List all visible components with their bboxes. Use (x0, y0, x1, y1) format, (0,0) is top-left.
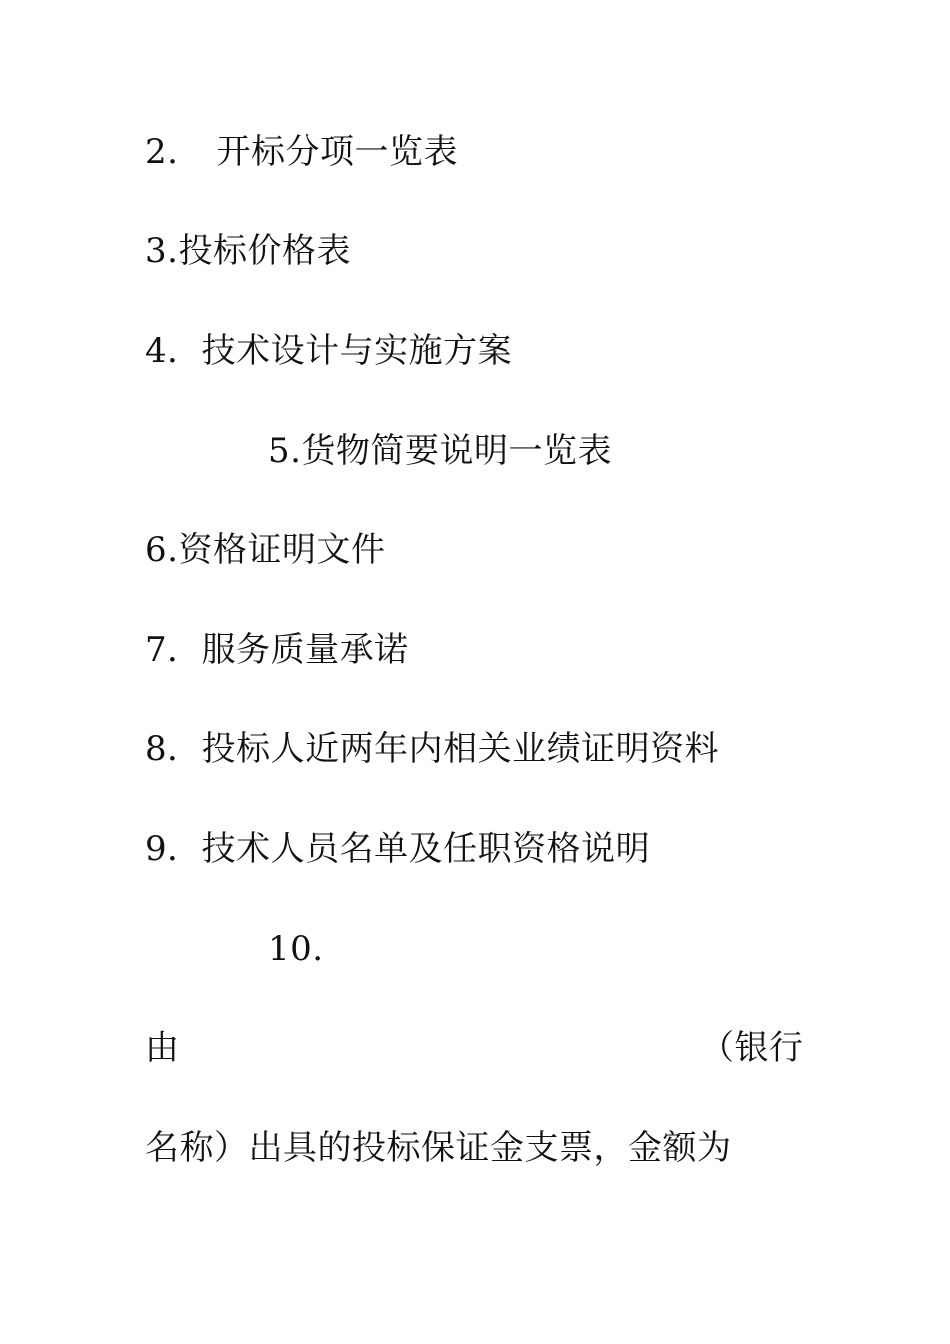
item-text: 技术人员名单及任职资格说明 (201, 829, 651, 869)
item-number: 5. (268, 431, 302, 471)
item-number: 9． (145, 829, 202, 869)
item-number: 4． (145, 331, 202, 371)
list-item (145, 530, 385, 570)
item-number: 3. (145, 231, 179, 271)
item-number: 2. (145, 132, 179, 172)
list-item (145, 630, 409, 670)
list-item (268, 431, 612, 471)
item-text: 投标人近两年内相关业绩证明资料 (201, 729, 720, 769)
list-item (145, 331, 512, 371)
list-item (145, 729, 719, 769)
item-text: 服务质量承诺 (201, 630, 409, 670)
paragraph-lead: 由 (145, 1028, 180, 1068)
paragraph-line: 名称）出具的投标保证金支票，金额为 (145, 1128, 732, 1168)
paragraph-bracket-open: （银行 (700, 1028, 804, 1068)
list-item (145, 132, 458, 172)
item-number: 7． (145, 630, 202, 670)
list-item (145, 829, 650, 869)
item-number: 8． (145, 729, 202, 769)
item-text: 技术设计与实施方案 (201, 331, 513, 371)
item-number: 10. (268, 929, 324, 969)
list-item (145, 231, 351, 271)
list-item (268, 929, 324, 969)
item-text: 开标分项一览表 (216, 132, 458, 172)
item-number: 6. (145, 530, 179, 570)
item-text: 资格证明文件 (178, 530, 386, 570)
item-text: 投标价格表 (178, 231, 351, 271)
item-text: 货物简要说明一览表 (301, 431, 612, 471)
